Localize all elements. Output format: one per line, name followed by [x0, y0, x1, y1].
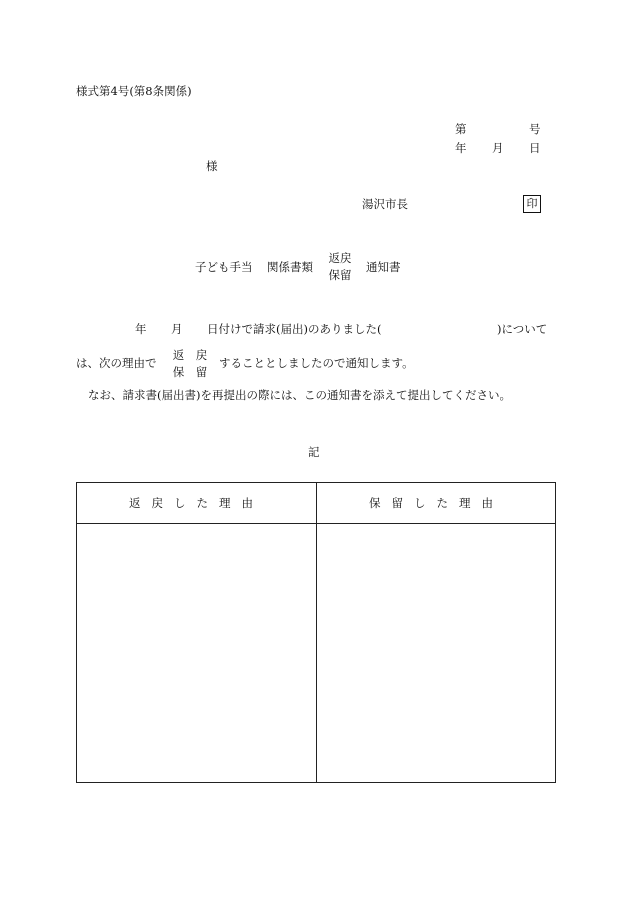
- body-option-hold: 保 留: [172, 365, 208, 379]
- seal-mark: 印: [523, 195, 541, 213]
- body-month: 月: [171, 322, 183, 336]
- issuer-name: 湯沢市長: [362, 197, 408, 211]
- date-day: 日: [529, 141, 541, 155]
- ki-heading: 記: [308, 445, 320, 459]
- title-part2: 関係書類: [267, 260, 313, 274]
- title-part3: 通知書: [366, 260, 401, 274]
- header-hold-reason: 保留した理由: [369, 496, 504, 510]
- title-options: [326, 250, 354, 284]
- title-part1: 子ども手当: [195, 260, 253, 274]
- hold-reason-cell[interactable]: [317, 524, 556, 782]
- body-line3: なお、請求書(届出書)を再提出の際には、この通知書を添えて提出してください。: [88, 388, 511, 402]
- doc-number-prefix: 第: [455, 122, 467, 136]
- return-reason-cell[interactable]: [77, 524, 316, 782]
- body-option-return: 返 戻: [172, 348, 208, 362]
- title-option-return: 返戻: [328, 251, 352, 265]
- header-return-reason: 返戻した理由: [129, 496, 264, 510]
- date-month: 月: [492, 141, 504, 155]
- body-line2-lead: は、次の理由で: [76, 356, 157, 370]
- body-line1-text: 日付けで請求(届出)のありました(: [207, 322, 382, 336]
- body-line2-options: [170, 347, 210, 381]
- form-number: 様式第4号(第8条関係): [76, 84, 192, 98]
- body-line2-rest: することとしましたので通知します。: [219, 356, 414, 370]
- date-year: 年: [455, 141, 467, 155]
- body-year: 年: [135, 322, 147, 336]
- title-option-hold: 保留: [328, 268, 352, 282]
- doc-number-suffix: 号: [529, 122, 541, 136]
- body-line1-close: )について: [497, 322, 548, 336]
- addressee-honorific: 様: [206, 159, 218, 173]
- reason-table: [76, 482, 556, 783]
